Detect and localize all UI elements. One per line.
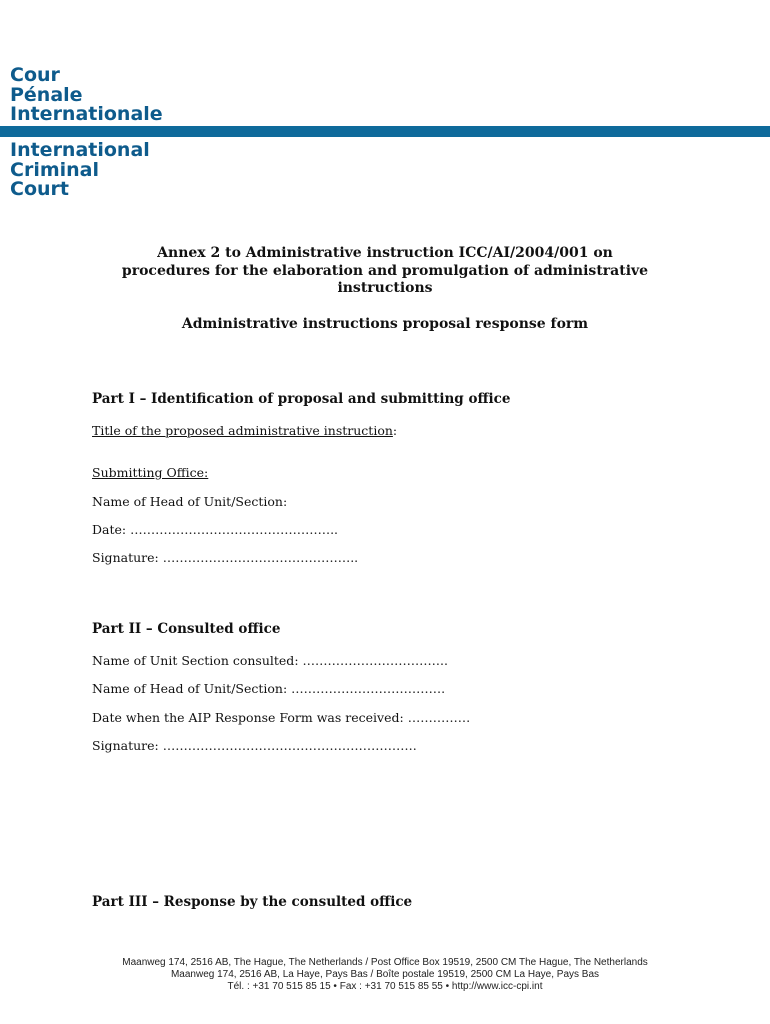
logo-french [10,66,163,125]
page-footer [0,957,770,993]
date-received-field: Date when the AIP Response Form was received: …………… [92,710,471,725]
annex-title [60,245,710,298]
annex-title-line: procedures for the elaboration and promulgation of administrative [121,262,649,279]
part-one-heading: Part I – Identification of proposal and submitting office [92,391,511,407]
footer-line: Maanweg 174, 2516 AB, La Haye, Pays Bas / Boîte postale 19519, 2500 CM La Haye, Pays Bas [170,969,600,980]
proposal-title-colon: : [392,423,398,438]
signature-field: Signature: ……………………………………….. [92,550,359,565]
logo-band [0,126,770,137]
annex-title-line: instructions [337,280,433,296]
logo-line: Criminal [10,158,99,181]
head-of-unit-field: Name of Head of Unit/Section: [92,494,288,509]
part-two-heading: Part II – Consulted office [92,621,281,637]
footer-line: Tél. : +31 70 515 85 15 • Fax : +31 70 515 85 55 • http://www.icc-cpi.int [227,981,543,992]
proposal-title-label: Title of the proposed administrative instruction [92,423,393,438]
form-title: Administrative instructions proposal response form [181,316,589,332]
logo-line: Cour [10,64,60,86]
annex-title-line: Annex 2 to Administrative instruction ICC/AI/2004/001 on [157,245,613,261]
logo-line: Internationale [10,103,163,125]
unit-consulted-field: Name of Unit Section consulted: …………………………….. [92,653,448,668]
proposal-title-field [92,423,397,438]
consulted-head-field: Name of Head of Unit/Section: ………………………………. [92,681,446,696]
logo-line: International [10,139,150,161]
submitting-office-label: Submitting Office: [92,465,209,480]
part-three-heading: Part III – Response by the consulted office [92,894,413,910]
date-field: Date: ………………………………………….. [92,522,339,537]
logo-english [10,141,150,200]
footer-line: Maanweg 174, 2516 AB, The Hague, The Netherlands / Post Office Box 19519, 2500 CM The Hague, The Netherlands [122,957,648,968]
logo-line: Pénale [10,83,83,106]
consulted-signature-field: Signature: ……………………………………………………. [92,738,417,753]
logo-line: Court [10,178,69,200]
